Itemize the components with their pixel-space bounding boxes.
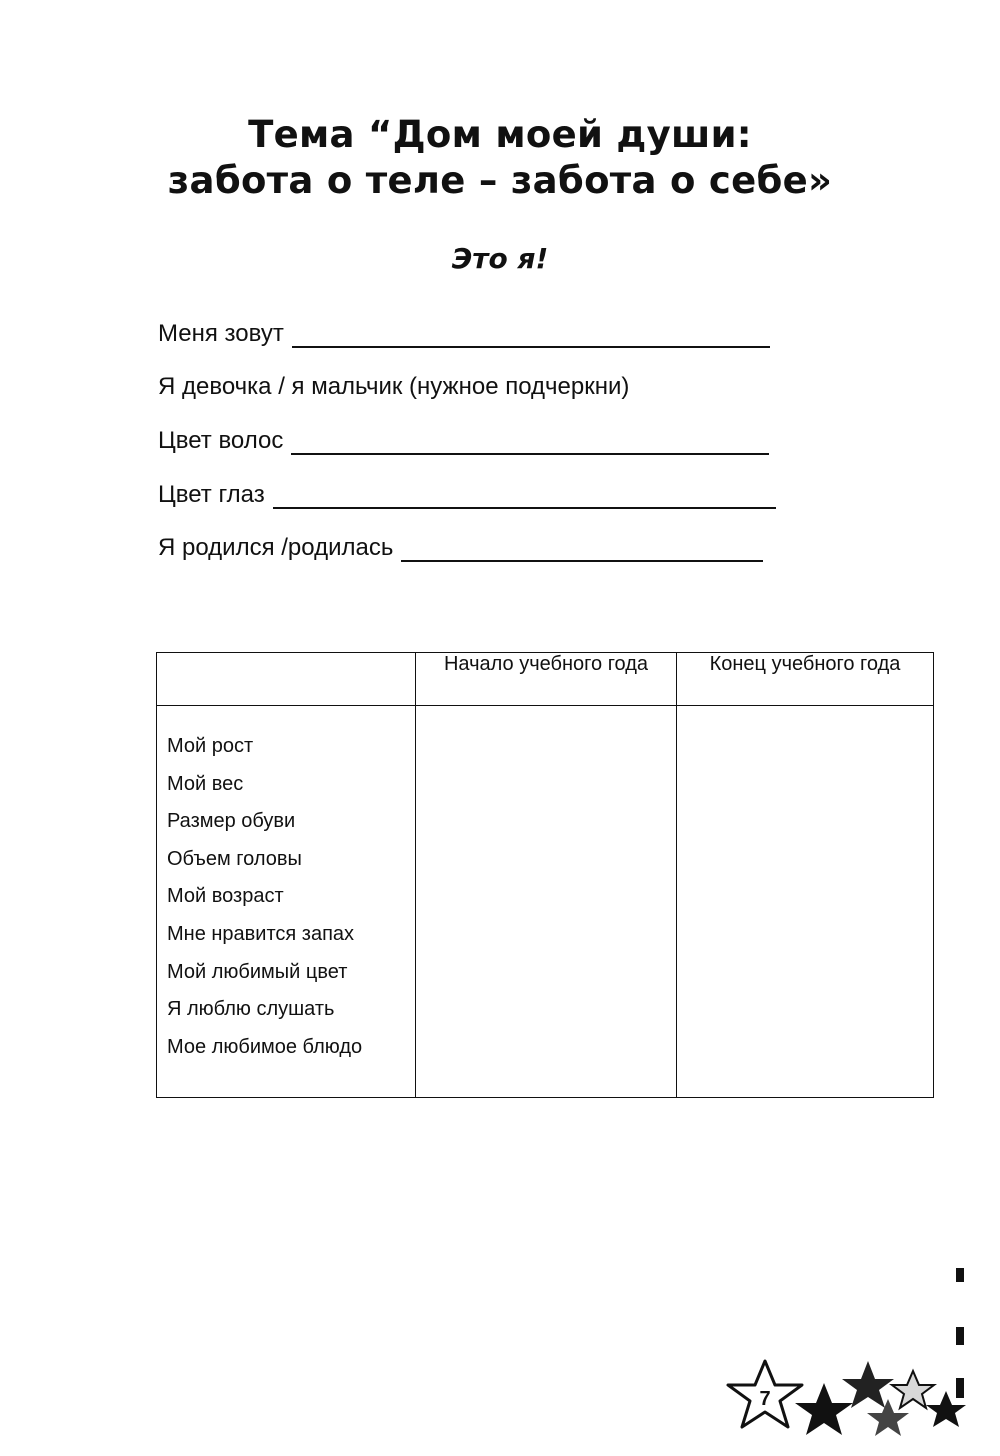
measurements-table	[156, 652, 934, 1098]
name-label: Меня зовут	[158, 320, 284, 347]
row-label: Мой вес	[167, 772, 244, 795]
star-icon	[842, 1361, 894, 1408]
page-title	[0, 112, 1000, 204]
gender-label: Я девочка / я мальчик (нужное подчеркни)	[158, 373, 630, 400]
end-of-year-cell[interactable]	[677, 706, 934, 1098]
hair-color-label: Цвет волос	[158, 427, 284, 454]
name-line[interactable]	[292, 328, 770, 348]
eye-color-line[interactable]	[273, 489, 776, 509]
row-label: Я люблю слушать	[167, 998, 335, 1021]
start-of-year-cell[interactable]	[416, 706, 677, 1098]
hair-color-line[interactable]	[291, 435, 769, 455]
row-label: Объем головы	[167, 847, 302, 870]
subtitle: Это я!	[451, 242, 549, 275]
hair-color-field[interactable]	[158, 427, 769, 455]
header-cell-end: Конец учебного года	[677, 653, 934, 706]
edge-mark	[956, 1327, 964, 1345]
table-header-row	[157, 653, 934, 706]
star-icon	[892, 1371, 934, 1408]
birth-line[interactable]	[401, 542, 763, 562]
title-line-1: Тема “Дом моей души:	[248, 113, 752, 156]
page-number: 7	[759, 1388, 771, 1410]
header-cell-start: Начало учебного года	[416, 653, 677, 706]
title-line-2: забота о теле – забота о себе»	[167, 159, 833, 202]
gender-field	[158, 373, 629, 401]
row-label: Размер обуви	[167, 810, 296, 833]
edge-mark	[956, 1378, 964, 1398]
stars-decoration	[720, 1355, 970, 1445]
birth-field[interactable]	[158, 534, 763, 562]
eye-color-label: Цвет глаз	[158, 481, 265, 508]
name-field[interactable]	[158, 320, 770, 348]
row-label: Мой рост	[167, 735, 254, 757]
row-labels-cell	[157, 706, 416, 1098]
eye-color-field[interactable]	[158, 481, 776, 509]
row-label: Мое любимое блюдо	[167, 1035, 363, 1058]
birth-label: Я родился /родилась	[158, 534, 394, 561]
edge-mark	[956, 1268, 964, 1282]
table-body-row	[157, 706, 934, 1098]
star-icon	[795, 1383, 853, 1435]
row-label: Мне нравится запах	[167, 922, 355, 945]
row-label: Мой возраст	[167, 885, 284, 908]
row-label: Мой любимый цвет	[167, 960, 348, 983]
header-cell-empty	[157, 653, 416, 706]
